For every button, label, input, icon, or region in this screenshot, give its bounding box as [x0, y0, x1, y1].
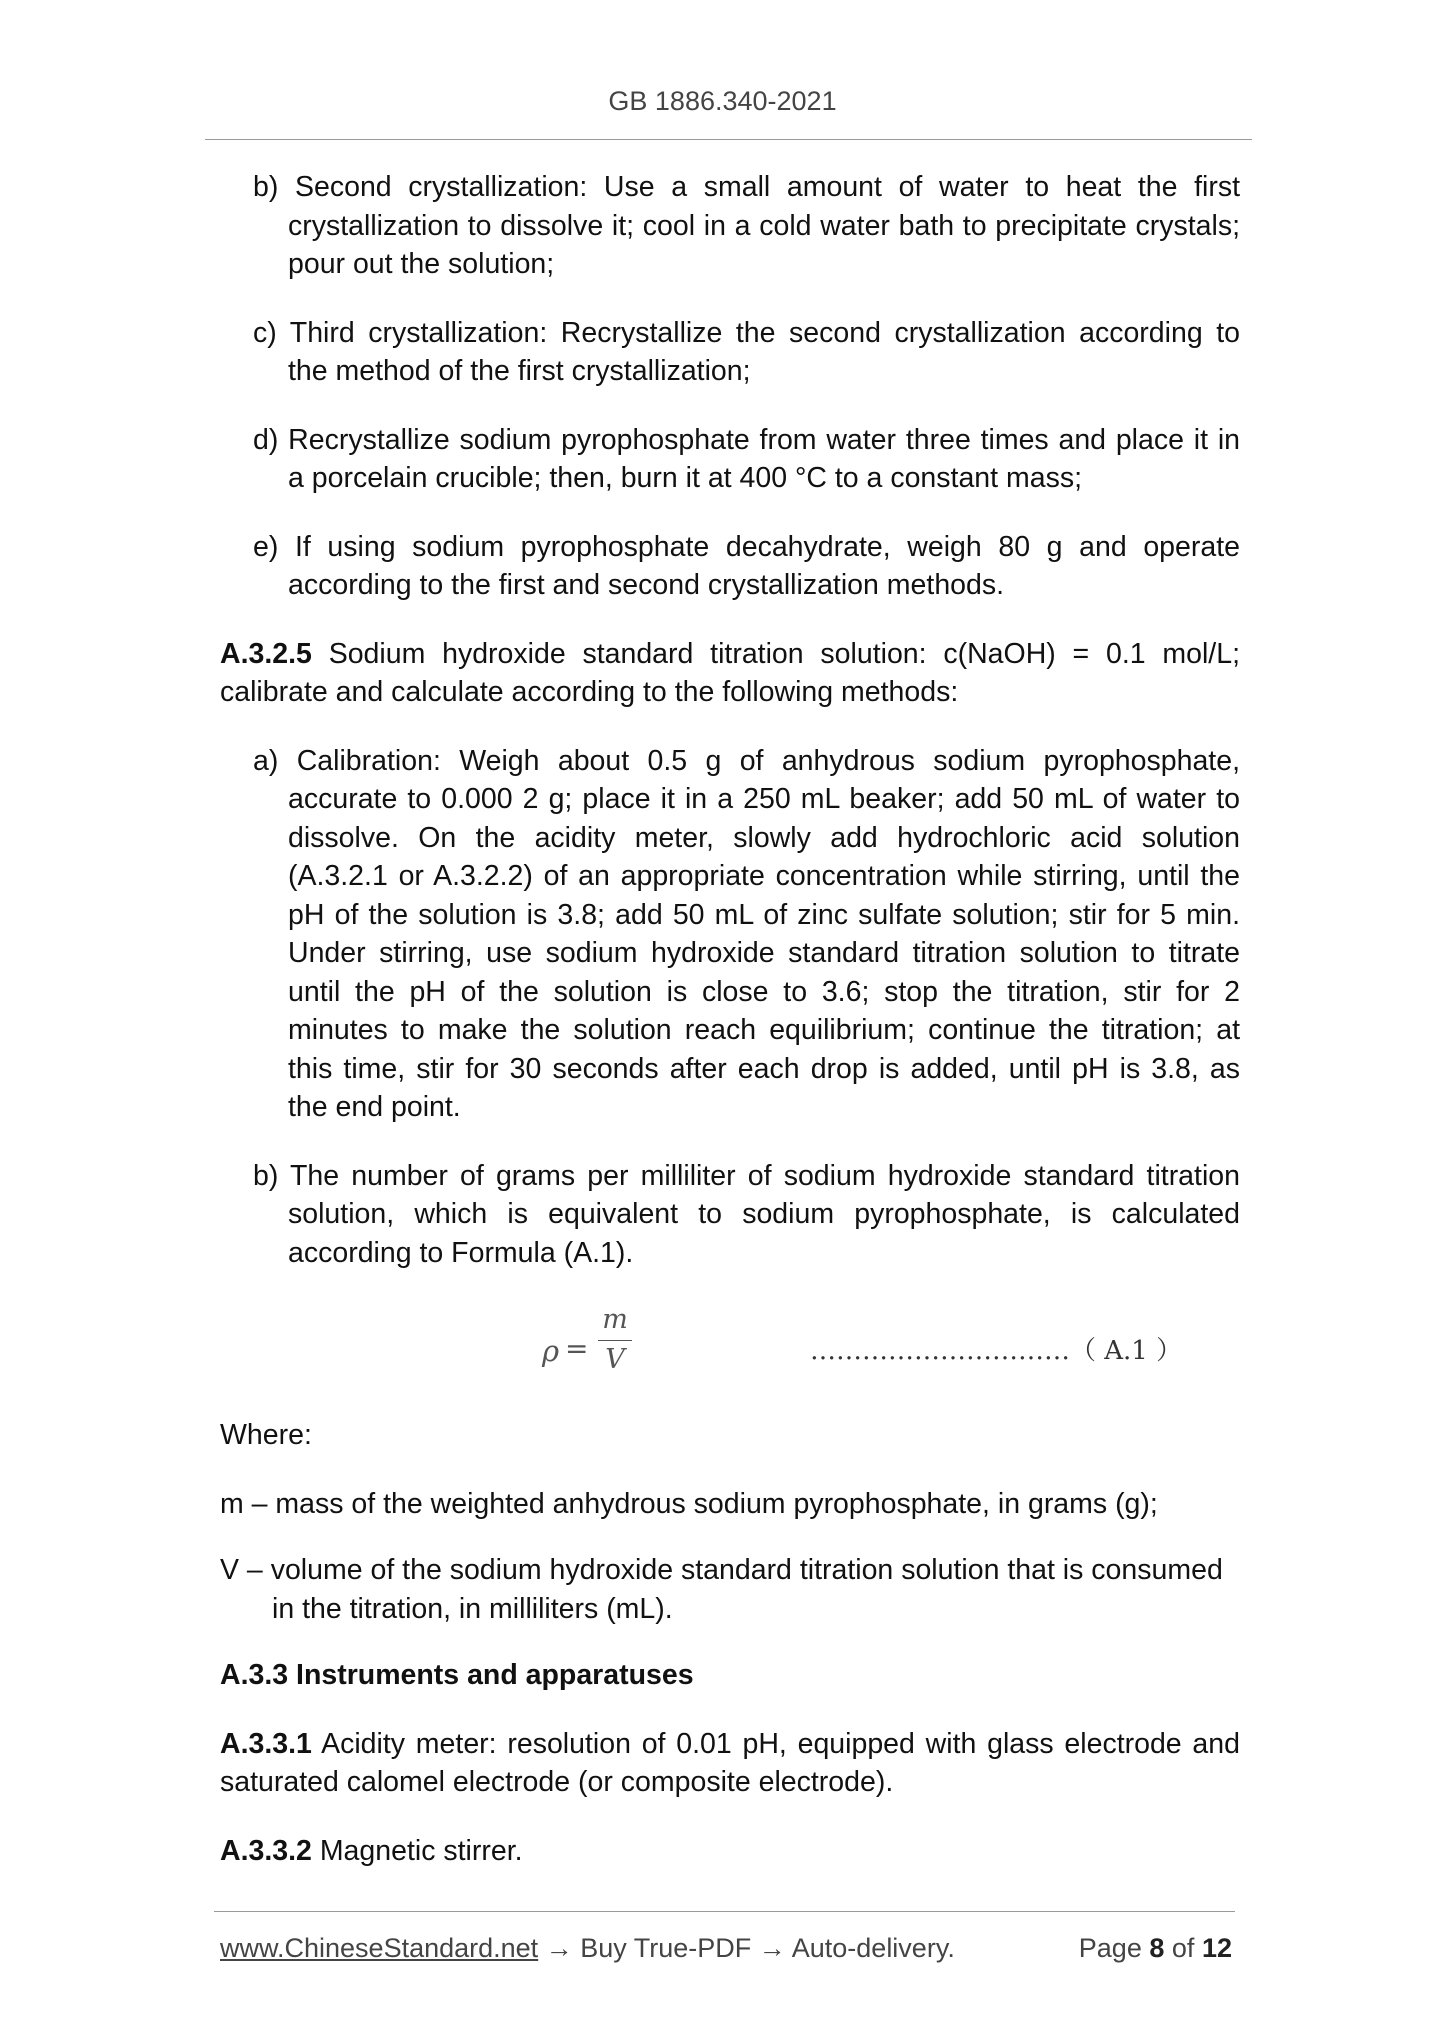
list-item — [220, 528, 1240, 605]
clause-a3331 — [220, 1725, 1240, 1802]
definition-m: m – mass of the weighted anhydrous sodium pyrophosphate, in grams (g); — [220, 1487, 1158, 1520]
list-item — [220, 314, 1240, 391]
list-text: Third crystallization: Recrystallize the second crystallization according to the method of the first crystallization; — [288, 316, 1241, 387]
page-indicator — [1079, 1933, 1232, 1964]
page-number: 8 — [1149, 1933, 1165, 1963]
clause-number: A.3.3.2 — [220, 1834, 312, 1867]
formula-a1 — [220, 1302, 1240, 1392]
header-rule — [205, 139, 1252, 140]
list-label: a) — [253, 744, 279, 777]
list-label: b) — [253, 171, 279, 203]
formula-denominator: V — [605, 1344, 625, 1375]
list-item — [220, 421, 1240, 498]
list-text: If using sodium pyrophosphate decahydrate, weigh 80 g and operate according to the first and second crystallization methods. — [288, 530, 1240, 601]
clause-number: A.3.3.1 — [220, 1727, 312, 1760]
formula-reference: …………………………（ A.1 ） — [810, 1336, 1183, 1366]
footer-rule — [214, 1911, 1235, 1912]
list-label: e) — [253, 530, 279, 563]
list-text: Second crystallization: Use a small amount of water to heat the first crystallization to dissolve it; cool in a cold water bath to precipitate crystals; pour out the solution; — [288, 171, 1241, 280]
formula-lhs: ρ — [542, 1334, 560, 1368]
page-header: GB 1886.340-2021 — [608, 86, 837, 116]
clause-a325 — [220, 635, 1240, 712]
list-text: The number of grams per milliliter of sodium hydroxide standard titration solution, which is equivalent to sodium pyrophosphate, is calculated according to Formula (A.1). — [288, 1159, 1240, 1269]
section-heading-a333: A.3.3 Instruments and apparatuses — [220, 1659, 694, 1691]
of-word: of — [1171, 1933, 1195, 1963]
list-text: Recrystallize sodium pyrophosphate from water three times and place it in a porcelain crucible; then, burn it at 400 °C to a constant mass; — [288, 423, 1241, 494]
list-item — [220, 168, 1240, 284]
definition-v: V – volume of the sodium hydroxide standard titration solution that is consumed in the titration, in milliliters (mL). — [220, 1554, 1223, 1625]
formula-fraction — [598, 1302, 632, 1377]
fraction-bar — [598, 1340, 632, 1341]
list-label: c) — [253, 316, 277, 349]
page-body — [220, 168, 1240, 1900]
clause-a3332 — [220, 1832, 1240, 1871]
formula-equals: = — [565, 1332, 589, 1365]
list-label: b) — [253, 1159, 279, 1192]
formula-numerator: m — [602, 1304, 628, 1335]
list-label: d) — [253, 423, 279, 456]
list-item — [220, 1157, 1240, 1273]
clause-text: Sodium hydroxide standard titration solution: c(NaOH) = 0.1 mol/L; calibrate and calculate according to the following methods: — [220, 637, 1240, 708]
list-text: Calibration: Weigh about 0.5 g of anhydrous sodium pyrophosphate, accurate to 0.000 2 g; place it in a 250 mL beaker; add 50 mL of water to dissolve. On the acidity meter, slowly add hydrochloric acid solution (A.3.2.1 or A.3.2.2) of an appropriate concentration while stirring, until the pH of the solution is 3.8; add 50 mL of zinc sulfate solution; stir for 5 min. Under stirring, use sodium hydroxide standard titration solution to titrate until the pH of the solution is close to 3.6; stop the titration, stir for 2 minutes to make the solution reach equilibrium; continue the titration; at this time, stir for 30 seconds after each drop is added, until pH is 3.8, as the end point. — [288, 744, 1240, 1123]
where-label: Where: — [220, 1419, 312, 1451]
page-total: 12 — [1201, 1933, 1232, 1963]
footer-promo-text: → Buy True-PDF → Auto-delivery. — [538, 1933, 955, 1963]
clause-number: A.3.2.5 — [220, 637, 312, 670]
page-footer — [220, 1933, 1232, 1964]
page-word: Page — [1078, 1933, 1142, 1963]
list-item — [220, 742, 1240, 1127]
website-link[interactable]: www.ChineseStandard.net — [220, 1933, 539, 1963]
clause-text: Magnetic stirrer. — [319, 1834, 523, 1867]
clause-text: Acidity meter: resolution of 0.01 pH, equipped with glass electrode and saturated calomel electrode (or composite electrode). — [220, 1727, 1240, 1798]
